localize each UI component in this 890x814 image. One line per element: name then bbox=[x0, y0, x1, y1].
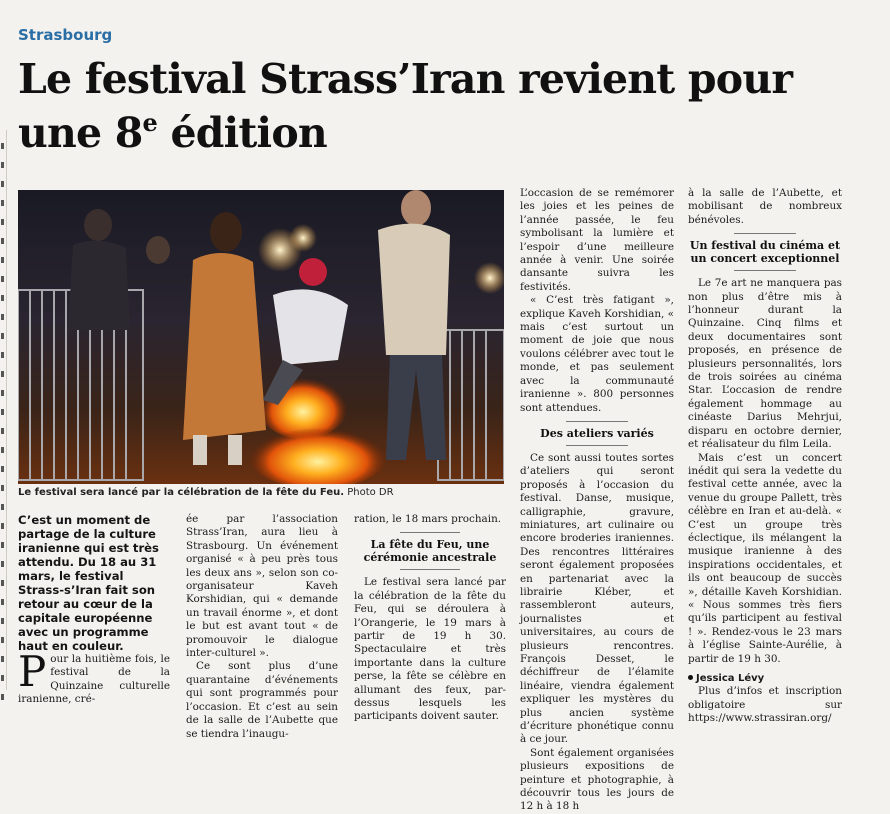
article-column-2 bbox=[186, 513, 338, 741]
subhead-ateliers-text: Des ateliers variés bbox=[540, 426, 654, 440]
subhead-rule-top bbox=[734, 233, 796, 234]
subhead-rule-bottom bbox=[734, 270, 796, 271]
author-name: Jessica Lévy bbox=[696, 673, 765, 684]
photo-credit: Photo DR bbox=[344, 487, 394, 498]
headline-line2-pre: une 8 bbox=[18, 109, 143, 157]
intro-text: our la huitième fois, le festival de la Quinzaine culturelle iranienne, cré- bbox=[18, 653, 170, 706]
col5-paragraph-2: Le 7e art ne manquera pas non plus d’être mis à l’honneur durant la Quinzaine. Cinq films et deux documentaires sont proposés, en présence de plusieurs personnalités, lors de trois soirées au cinéma Star. L’occasion de rendre également hommage au cinéaste Darius Mehrjui, disparu en octobre dernier, et réalisateur du film Leila. bbox=[688, 277, 842, 451]
intro-paragraph bbox=[18, 647, 170, 707]
headline-line2-post: édition bbox=[157, 109, 327, 157]
subhead-fete-du-feu bbox=[354, 532, 506, 570]
photo-caption bbox=[18, 487, 508, 498]
subhead-cinema bbox=[688, 233, 842, 271]
section-rubric: Strasbourg bbox=[18, 26, 113, 44]
article-column-3 bbox=[354, 513, 506, 724]
subhead-rule-top bbox=[566, 421, 628, 422]
col5-paragraph-4: Plus d’infos et inscription obligatoire sur https://www.strassiran.org/ bbox=[688, 685, 842, 725]
adjacent-page-edge bbox=[0, 130, 7, 690]
article-column-4 bbox=[520, 187, 674, 814]
author-byline bbox=[688, 672, 842, 685]
col4-paragraph-4: Sont également organisées plusieurs expositions de peinture et photographie, à découvrir tous les jours de 12 h à 18 h bbox=[520, 746, 674, 813]
col3-paragraph-2: Le festival sera lancé par la célébration de la fête du Feu, qui se déroulera à l’Orangerie, le 19 mars à partir de 19 h 30. Spectaculaire et très importante dans la culture perse, la fête se célèbre en allumant des feux, par-dessus lesquels les participants doivent sauter. bbox=[354, 576, 506, 723]
subhead-rule-bottom bbox=[566, 445, 628, 446]
col5-paragraph-3: Mais c’est un concert inédit qui sera la vedette du festival cette année, avec la venue du groupe Pallett, très célèbre en Iran et au-delà. « C’est un groupe très éclectique, ils mélangent la musique iranienne à des inspirations occidentales, et ils ont beaucoup de succès », détaille Kaveh Korshidian. « Nous sommes très fiers qu’ils participent au festival ! ». Rendez-vous le 23 mars à l’église Sainte-Aurélie, à partir de 19 h 30. bbox=[688, 451, 842, 665]
subhead-rule-top bbox=[400, 532, 461, 533]
lead-paragraph: C’est un moment de partage de la culture iranienne qui est très attendu. Du 18 au 31 mars, le festival Strass-s’Iran fait son retour au cœur de la capitale européenne avec un programme haut en couleur. bbox=[18, 513, 159, 653]
col4-paragraph-1: L’occasion de se remémorer les joies et les peines de l’année passée, le feu symbolisant la lumière et l’espoir d’une meilleure année à venir. Une soirée dansante suivra les festivités. bbox=[520, 187, 674, 293]
article-column-5 bbox=[688, 187, 842, 726]
byline-bullet-icon bbox=[688, 675, 693, 680]
col2-paragraph-2: Ce sont plus d’une quarantaine d’événements qui sont programmés pour l’occasion. Et c’est au sein de la salle de l’Aubette que se tiendra l’inaugu- bbox=[186, 660, 338, 740]
subhead-ateliers bbox=[520, 421, 674, 446]
dropcap-letter: P bbox=[18, 647, 47, 696]
col2-paragraph-1: ée par l’association Strass’Iran, aura lieu à Strasbourg. Un événement organisé « à peu près tous les deux ans », selon son co-organisateur Kaveh Korshidian, qui « demande un travail énorme », et dont le but est avant tout « de promouvoir le dialogue inter-culturel ». bbox=[186, 513, 338, 660]
subhead-fete-du-feu-text: La fête du Feu, une cérémonie ancestrale bbox=[363, 538, 497, 565]
subhead-rule-bottom bbox=[400, 569, 461, 570]
col4-paragraph-3: Ce sont aussi toutes sortes d’ateliers qui seront proposés à l’occasion du festival. Danse, musique, calligraphie, gravure, miniatures, art culinaire ou encore broderies iraniennes. Des rencontres littéraires seront également proposées en partenariat avec la librairie Kléber, et rassembleront auteurs, journalistes et universitaires, au cours de plusieurs rencontres. François Desset, le déchiffreur de l’élamite linéaire, viendra également expliquer les mystères du plus ancien système d’écriture phonétique connu à ce jour. bbox=[520, 451, 674, 746]
subhead-cinema-text: Un festival du cinéma et un concert exceptionnel bbox=[689, 239, 841, 266]
photo-caption-text: Le festival sera lancé par la célébration de la fête du Feu. bbox=[18, 487, 345, 498]
col5-paragraph-1: à la salle de l’Aubette, et mobilisant de nombreux bénévoles. bbox=[688, 187, 842, 226]
festival-photo bbox=[18, 190, 504, 484]
headline-superscript: e bbox=[142, 108, 157, 137]
photo-illustration bbox=[18, 190, 504, 484]
headline bbox=[18, 52, 878, 160]
col4-paragraph-2: « C’est très fatigant », explique Kaveh Korshidian, « mais c’est surtout un moment de joie que nous voulons célébrer avec tout le monde, et pas seulement avec la communauté iranienne ». 800 personnes sont attendues. bbox=[520, 294, 674, 414]
headline-line1: Le festival Strass’Iran revient pour bbox=[18, 55, 793, 103]
col3-paragraph-1: ration, le 18 mars prochain. bbox=[354, 513, 502, 525]
